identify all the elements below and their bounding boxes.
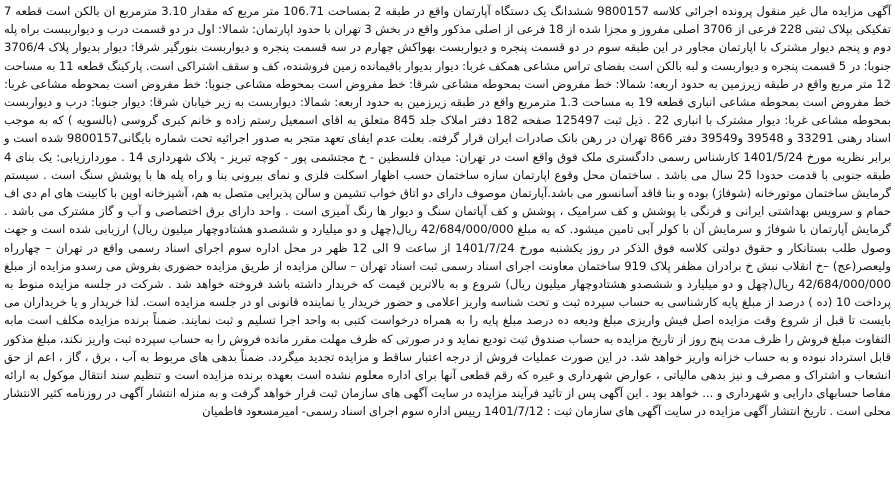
auction-notice-text: آگهی مزایده مال غیر منقول پرونده اجرائی کلاسه 9800157 ششدانگ یک دستگاه آپارتمان واقع در طبقه 2 بمساحت 106.71 متر مربع که مقدار 3.10 مترمربع ان بالکن است قطعه 7 تفکیکی بپلاک ثبتی 228 فرعی از 3706 اصلی مفروز و مجزا شده از 18 فرعی از اصلی مذکور واقع در بخش 3 تهران با حدود اپارتمان: شمالا: اول در دو قسمت درب و دیوارببست براه پله دوم و پنجم دیوار مشترک با اپارتمان مجاور در این طبقه سوم در دو قسمت پنجره و دیواربست بهواکش چهارم در سه قسمت پنجره و دیواربست بنورگیر شرقا: دیوار بدیوار پلاک 3706/4 جنوبا: در 5 قسمت پنجره و دیواربست و لبه بالکن است بفضای تراس مشاعی همکف غربا: دیوار بدیوار باقیمانده زمین فروشنده، کف و سقف اشتراکی است. پارکینگ قطعه 11 به مساحت 12 متر مربع واقع در طبقه زیرزمین به حدود اربعه: شمالا: خط مفروض است بمحوطه مشاعی شرقا: خط مفروض است بمحوطه مشاعی جنوبا: خط مفروض است بمحوطه مشاعی غربا: خط مفروض است بمحوطه مشاعی انباری قطعه 19 به مساحت 1.3 مترمربع واقع در طبقه زیرزمین به حدود اربعه: شمالا: دیواربست به زیر خیابان شرقا: دیوار جنوبا: درب و دیواربست بمحوطه مشاعی غربا: دیوار مشترک با انباری 22 . ذیل ثبت 125497 صفحه 182 دفتر املاک جلد 845 متعلق به اقای اسمعیل رستم زاده و خانم کبری گروسی (بالسویه ) که به موجب اسناد رهنی 33291 و 39548 و39549 دفتر 866 تهران در رهن بانک صادرات ایران قرار گرفته. بعلت عدم ایفای تعهد متجر به صدور اجرائیه تحت شماره بایگانی9800157 شده است و برابر نظریه مورخ 1401/5/24 کارشناس رسمی دادگستری ملک فوق واقع است در تهران: میدان فلسطین - خ مجتشمی پور - کوچه تبریز - پلاک شهرداری 14 . موردارزیابی: یک بنای 4 طبقه جنوبی با قدمت حدودا 25 سال می باشد . ساختمان محل وقوع اپارتمان سازه ساختمان حسب اظهار اسکلت فلزی و نمای بیرونی بنا و راه پله ها با پوشش سنگ است . سیستم گرمایش ساختمان موتورخانه (شوفاژ) بوده و بنا فاقد آسانسور می باشد.آپارتمان موصوف دارای دو اتاق خواب تشیمن و سالن پذیرایی متصل به هم، آشپزخانه اوپن با کابینت های ام دی اف حمام و سرویس بهداشتی ایرانی و فرنگی با پوشش و کف سرامیک ، پوشش و کف آپاتمان سنگ و دیوار ها رنگ آمیزی است . واحد دارای برق اختصاصی و آب و گاز مشترک می باشد . گرمایش آپارتمان با شوفاژ و سرمایش آن با کولر آبی تامین میشود. که به مبلغ 42/684/000/000 ریال(چهل و دو میلیارد و ششصدو هشتادوچهار میلیون ریال) ارزیابی شده است و جهت وصول طلب بستانکار و حقوق دولتی کلاسه فوق الذکر در روز یکشنبه مورخ 1401/7/24 از ساعت 9 الی 12 ظهر در محل اداره سوم اجرای اسناد رسمی واقع در تهران – چهارراه ولیعصر(عج) –خ انقلاب نبش خ برادران مظفر پلاک 919 ساختمان معاونت اجرای اسناد رسمی ثبت اسناد تهران – سالن مزایده از طریق مزایده حضوری بفروش می رسدو مزایده از مبلغ 42/684/000/000 ریال(چهل و دو میلیارد و ششصدو هشتادوچهار میلیون ریال) شروع و به بالاترین قیمت که خریدار داشته باشد فروخته خواهد شد . شرکت در جلسه مزایده منوط به پرداخت 10 (ده ) درصد از مبلغ پایه کارشناسی به حساب سپرده ثبت و تحت شناسه واریز اعلامی و حضور خریدار یا نماینده قانونی او در جلسه مزایده است. لذا خریدار و یا خریداران می بایست تا قبل از شروع وقت مزایده اصل فیش واریزی مبلغ ودیعه ده درصد مبلغ پایه را به همراه درخواست کتبی به واحد اجرا تسلیم و ثبت نمایند. ضمناً برنده مزایده مکلف است مابه التفاوت مبلغ فروش را ظرف مدت پنج روز از تاریخ مزایده به حساب صندوق ثبت تودیع نماید و در صورتی که ظرف مهلت مقرر مانده فروش را به حساب سپرده ثبت واریز نکند، مبلغ مذکور قابل استرداد نبوده و به حساب خزانه واریز خواهد شد. در این صورت عملیات فروش از درجه اعتبار ساقط و مزایده تجدید میگردد. ضمناً بدهی های مربوط به آب ، برق ، گاز ، اعم از حق انشعاب و اشتراک و مصرف و نیز بدهی مالیاتی ، عوارض شهرداری و غیره که رقم قطعی آنها برای اداره معلوم نشده است بعهده برنده مزایده است و تنظیم سند انتقال موکول به ارائه مفاصا حسابهای دارایی و شهرداری و ... خواهد بود . این آگهی پس از تائید فرآیند مزایده در سایت آگهی های سازمان ثبت قرار خواهد گرفت و به منزله انتشار آگهی در روزنامه کثیر الانتشار محلی است . تاریخ انتشار آگهی مزایده در سایت آگهی های سازمان ثبت : 1401/7/12 رییس اداره سوم اجرای اسناد رسمی- امیرمسعود فاطمیان <box>4 4 892 419</box>
